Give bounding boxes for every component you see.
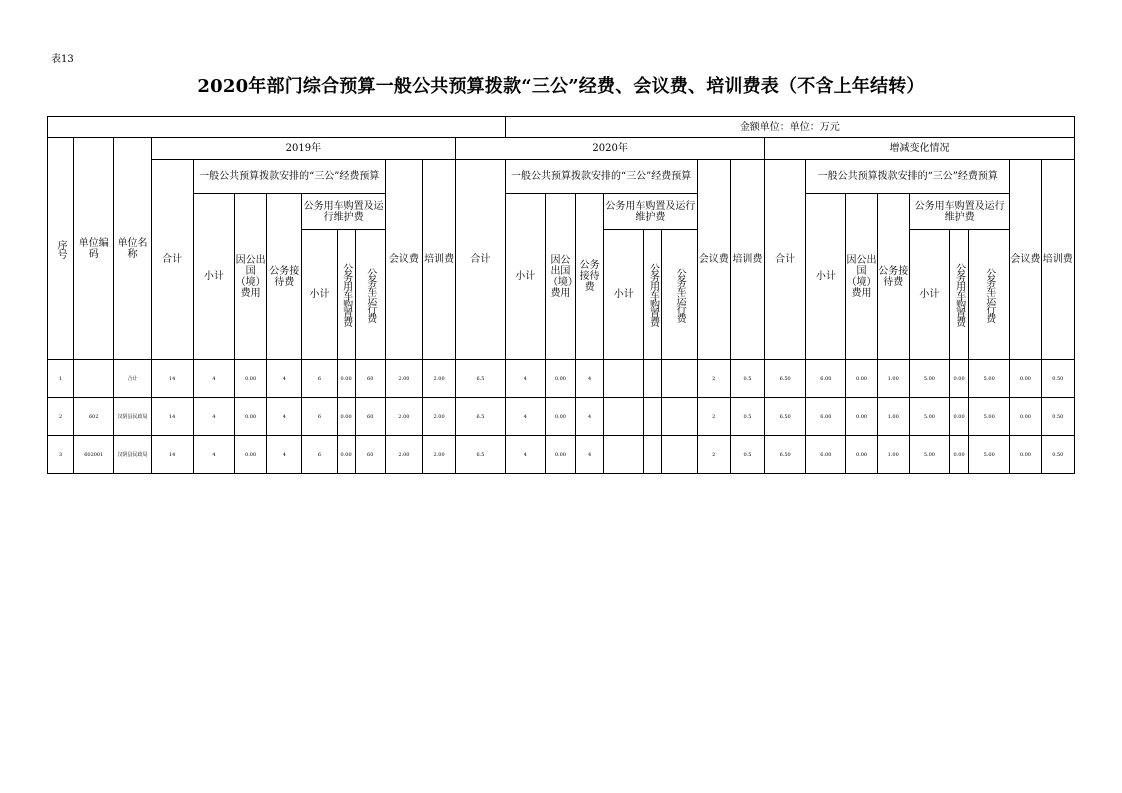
col-vehicle-purchase: 公务用车购置费 <box>644 230 662 360</box>
cell-diff-vehicle-run: 5.00 <box>969 398 1010 436</box>
cell-y2020-abroad: 0.00 <box>545 360 575 398</box>
blank-header-cell <box>48 117 506 138</box>
cell-diff-total: 6.50 <box>765 398 806 436</box>
col-seq: 序号 <box>48 138 74 360</box>
cell-y2019-abroad: 0.00 <box>235 436 267 474</box>
col-vehicle-run: 公务车运行费 <box>662 230 697 360</box>
cell-diff-training: 0.50 <box>1041 398 1074 436</box>
period-2019: 2019年 <box>151 138 456 160</box>
cell-y2019-subtotal: 4 <box>193 398 234 436</box>
col-vehicle-subtotal: 小计 <box>302 230 337 360</box>
col-subtotal: 小计 <box>806 194 846 360</box>
col-vehicle-purchase: 公务用车购置费 <box>337 230 355 360</box>
cell-y2020-vehicle-subtotal <box>604 436 644 474</box>
cell-unit-code: 602001 <box>74 436 114 474</box>
cell-y2019-reception: 4 <box>267 360 302 398</box>
col-subtotal: 小计 <box>193 194 234 360</box>
cell-y2020-reception: 4 <box>576 436 604 474</box>
cell-y2020-training: 0.5 <box>730 398 764 436</box>
cell-y2020-vehicle-purchase <box>644 436 662 474</box>
period-diff: 增减变化情况 <box>765 138 1075 160</box>
col-vehicle-subtotal: 小计 <box>909 230 949 360</box>
cell-diff-vehicle-purchase: 0.00 <box>950 360 969 398</box>
cell-y2019-vehicle-subtotal: 6 <box>302 436 337 474</box>
cell-y2020-training: 0.5 <box>730 360 764 398</box>
col-total: 合计 <box>456 160 505 360</box>
cell-y2020-vehicle-purchase <box>644 360 662 398</box>
cell-y2019-training: 2.00 <box>423 436 456 474</box>
cell-y2019-vehicle-purchase: 0.00 <box>337 398 355 436</box>
cell-y2019-reception: 4 <box>267 436 302 474</box>
col-vehicle: 公务用车购置及运行维护费 <box>604 194 698 230</box>
cell-y2019-meeting: 2.00 <box>385 398 422 436</box>
cell-y2020-total: 6.5 <box>456 398 505 436</box>
col-training: 培训费 <box>730 160 764 360</box>
col-abroad: 因公出国（境）费用 <box>846 194 877 360</box>
cell-diff-total: 6.50 <box>765 436 806 474</box>
cell-y2020-abroad: 0.00 <box>545 398 575 436</box>
cell-diff-meeting: 0.00 <box>1010 360 1041 398</box>
cell-y2020-vehicle-run <box>662 360 697 398</box>
col-meeting: 会议费 <box>697 160 730 360</box>
cell-y2019-vehicle-subtotal: 6 <box>302 360 337 398</box>
cell-diff-meeting: 0.00 <box>1010 436 1041 474</box>
table-number: 表13 <box>51 54 74 65</box>
cell-y2019-subtotal: 4 <box>193 436 234 474</box>
unit-note: 金额单位：单位：万元 <box>505 117 1074 138</box>
cell-y2019-abroad: 0.00 <box>235 398 267 436</box>
cell-diff-vehicle-purchase: 0.00 <box>950 398 969 436</box>
cell-y2020-subtotal: 4 <box>505 436 545 474</box>
col-total: 合计 <box>151 160 193 360</box>
col-unit-code: 单位编码 <box>74 138 114 360</box>
cell-y2019-reception: 4 <box>267 398 302 436</box>
cell-y2019-abroad: 0.00 <box>235 360 267 398</box>
col-reception: 公务接待费 <box>576 194 604 360</box>
cell-unit-code <box>74 360 114 398</box>
cell-y2019-vehicle-run: 60 <box>355 360 385 398</box>
cell-y2020-subtotal: 4 <box>505 398 545 436</box>
cell-diff-abroad: 0.00 <box>846 398 877 436</box>
col-reception: 公务接待费 <box>267 194 302 360</box>
cell-diff-vehicle-subtotal: 5.00 <box>909 360 949 398</box>
cell-y2020-total: 6.5 <box>456 436 505 474</box>
cell-unit-name: 汉阴县民政局 <box>114 398 151 436</box>
cell-diff-training: 0.50 <box>1041 436 1074 474</box>
col-total: 合计 <box>765 160 806 360</box>
page-title: 2020年部门综合预算一般公共预算拨款“三公”经费、会议费、培训费表（不含上年结转） <box>197 76 925 97</box>
three-public-2019: 一般公共预算拨款安排的“三公”经费预算 <box>193 160 385 194</box>
table-row <box>48 360 1075 398</box>
cell-y2020-meeting: 2 <box>697 398 730 436</box>
cell-unit-name: 汉阴县民政局 <box>114 436 151 474</box>
table-row <box>48 398 1075 436</box>
cell-diff-vehicle-purchase: 0.00 <box>950 436 969 474</box>
three-public-2020: 一般公共预算拨款安排的“三公”经费预算 <box>505 160 697 194</box>
cell-y2020-vehicle-subtotal <box>604 398 644 436</box>
col-training: 培训费 <box>423 160 456 360</box>
cell-unit-code: 602 <box>74 398 114 436</box>
cell-y2020-meeting: 2 <box>697 436 730 474</box>
cell-seq: 3 <box>48 436 74 474</box>
cell-y2019-vehicle-run: 60 <box>355 398 385 436</box>
cell-y2019-vehicle-run: 60 <box>355 436 385 474</box>
col-meeting: 会议费 <box>1010 160 1041 360</box>
cell-y2020-reception: 4 <box>576 360 604 398</box>
col-abroad: 因公出国（境）费用 <box>235 194 267 360</box>
cell-y2019-training: 2.00 <box>423 398 456 436</box>
col-subtotal: 小计 <box>505 194 545 360</box>
cell-y2019-training: 2.00 <box>423 360 456 398</box>
cell-diff-vehicle-subtotal: 5.00 <box>909 436 949 474</box>
cell-seq: 1 <box>48 360 74 398</box>
cell-diff-reception: 1.00 <box>877 436 909 474</box>
cell-y2020-vehicle-purchase <box>644 398 662 436</box>
cell-diff-reception: 1.00 <box>877 398 909 436</box>
cell-diff-reception: 1.00 <box>877 360 909 398</box>
cell-y2020-meeting: 2 <box>697 360 730 398</box>
col-vehicle: 公务用车购置及运行维护费 <box>909 194 1010 230</box>
cell-diff-vehicle-run: 5.00 <box>969 436 1010 474</box>
col-vehicle-run: 公务车运行费 <box>969 230 1010 360</box>
cell-diff-vehicle-subtotal: 5.00 <box>909 398 949 436</box>
cell-y2019-subtotal: 4 <box>193 360 234 398</box>
cell-y2019-vehicle-subtotal: 6 <box>302 398 337 436</box>
cell-unit-name: 合计 <box>114 360 151 398</box>
col-abroad: 因公出国（境）费用 <box>545 194 575 360</box>
cell-diff-abroad: 0.00 <box>846 360 877 398</box>
cell-y2020-vehicle-run <box>662 398 697 436</box>
cell-y2020-abroad: 0.00 <box>545 436 575 474</box>
budget-table <box>47 116 1075 474</box>
col-vehicle-subtotal: 小计 <box>604 230 644 360</box>
cell-y2019-meeting: 2.00 <box>385 360 422 398</box>
three-public-diff: 一般公共预算拨款安排的“三公”经费预算 <box>806 160 1010 194</box>
cell-y2020-reception: 4 <box>576 398 604 436</box>
cell-y2020-training: 0.5 <box>730 436 764 474</box>
cell-y2020-total: 6.5 <box>456 360 505 398</box>
cell-y2020-vehicle-subtotal <box>604 360 644 398</box>
cell-diff-abroad: 0.00 <box>846 436 877 474</box>
col-meeting: 会议费 <box>385 160 422 360</box>
col-vehicle-run: 公务车运行费 <box>355 230 385 360</box>
cell-diff-training: 0.50 <box>1041 360 1074 398</box>
cell-diff-subtotal: 6.00 <box>806 360 846 398</box>
cell-y2019-vehicle-purchase: 0.00 <box>337 360 355 398</box>
col-training: 培训费 <box>1041 160 1074 360</box>
cell-diff-subtotal: 6.00 <box>806 436 846 474</box>
cell-y2019-total: 14 <box>151 398 193 436</box>
cell-seq: 2 <box>48 398 74 436</box>
cell-y2019-total: 14 <box>151 360 193 398</box>
cell-y2019-total: 14 <box>151 436 193 474</box>
col-unit-name: 单位名称 <box>114 138 151 360</box>
cell-diff-subtotal: 6.00 <box>806 398 846 436</box>
col-vehicle-purchase: 公务用车购置费 <box>950 230 969 360</box>
col-vehicle: 公务用车购置及运行维护费 <box>302 194 385 230</box>
cell-y2020-vehicle-run <box>662 436 697 474</box>
cell-diff-vehicle-run: 5.00 <box>969 360 1010 398</box>
cell-y2019-meeting: 2.00 <box>385 436 422 474</box>
cell-y2020-subtotal: 4 <box>505 360 545 398</box>
col-reception: 公务接待费 <box>877 194 909 360</box>
table-row <box>48 436 1075 474</box>
cell-y2019-vehicle-purchase: 0.00 <box>337 436 355 474</box>
cell-diff-total: 6.50 <box>765 360 806 398</box>
cell-diff-meeting: 0.00 <box>1010 398 1041 436</box>
period-2020: 2020年 <box>456 138 765 160</box>
